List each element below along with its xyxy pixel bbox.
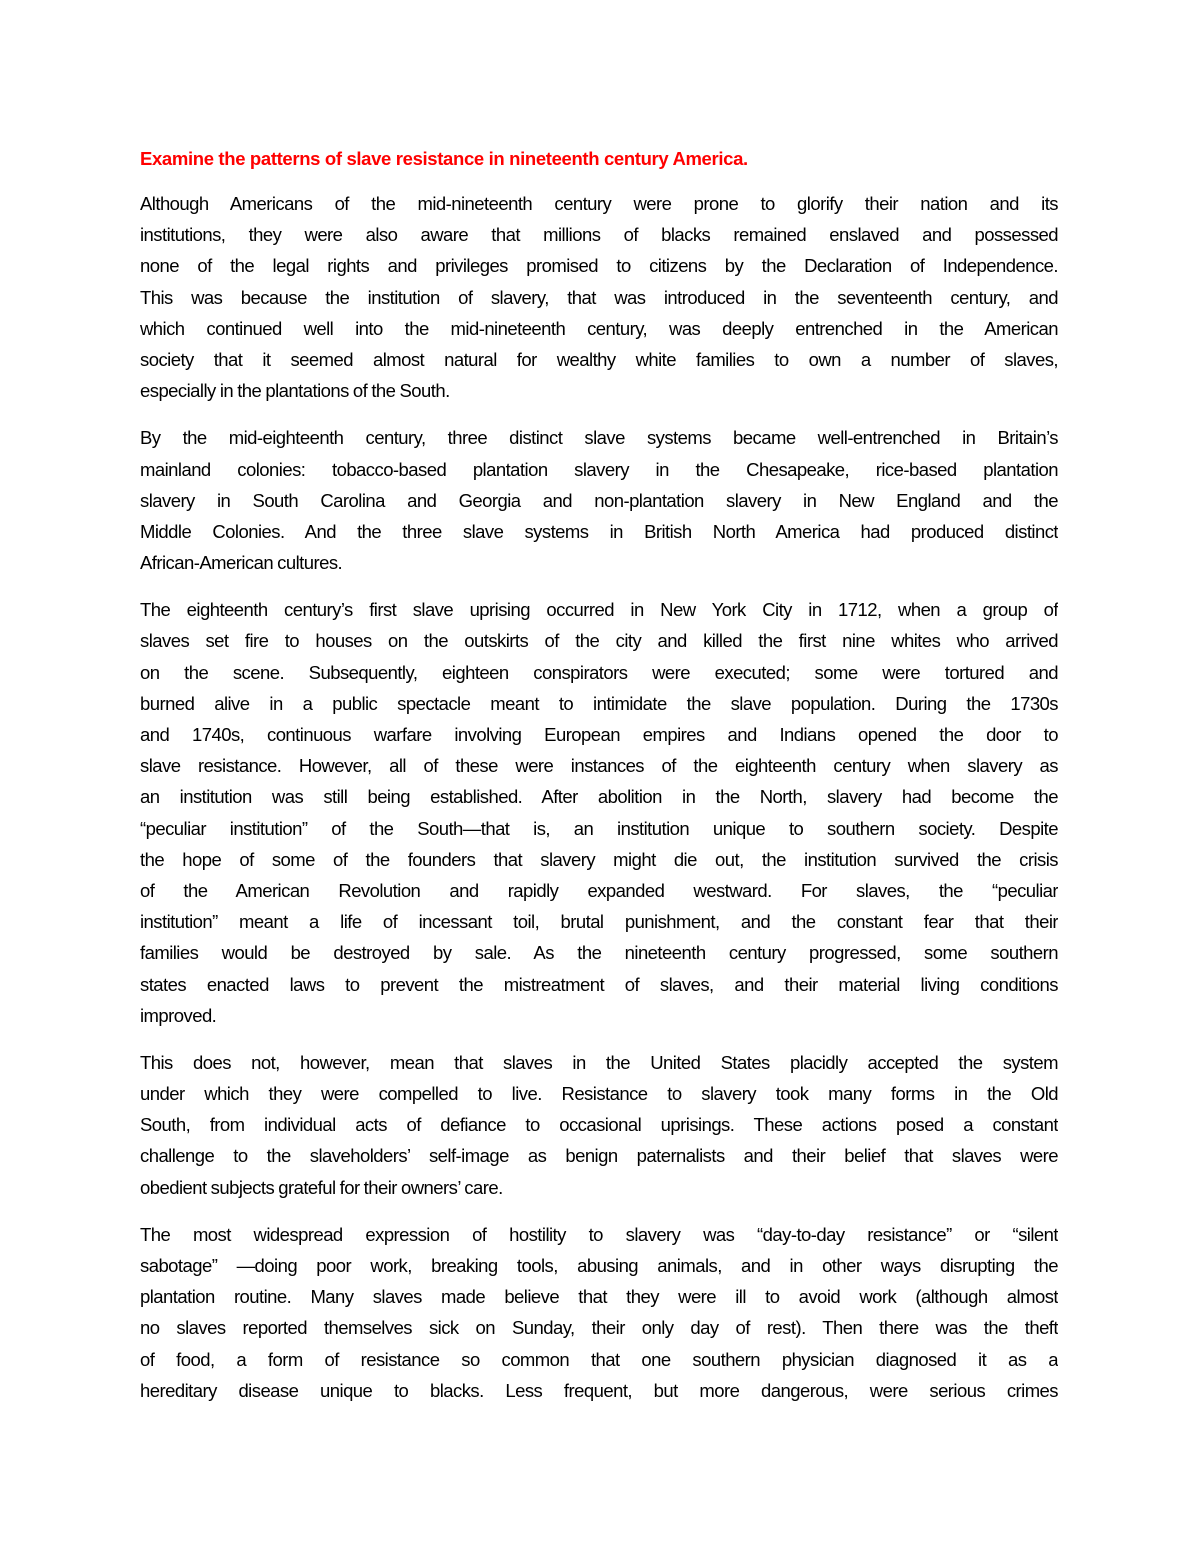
text-line: society that it seemed almost natural for wealthy white families to own a number of slaves, — [140, 348, 1058, 370]
text-line: institution” meant a life of incessant toil, brutal punishment, and the constant fear that their — [140, 911, 1058, 933]
text-line: sabotage” —doing poor work, breaking tools, abusing animals, and in other ways disrupting the — [140, 1255, 1058, 1276]
text-line: challenge to the slaveholders’ self-image as benign paternalists and their belief that slaves were — [140, 1145, 1058, 1167]
paragraph-5 — [140, 1219, 1058, 1406]
text-line: The eighteenth century’s first slave uprising occurred in New York City in 1712, when a group of — [140, 599, 1058, 621]
text-line: states enacted laws to prevent the mistreatment of slaves, and their material living conditions — [140, 973, 1058, 995]
text-line: on the scene. Subsequently, eighteen conspirators were executed; some were tortured and — [140, 661, 1058, 683]
document-page — [140, 143, 1058, 1422]
paragraph-1 — [140, 188, 1058, 406]
text-line: especially in the plantations of the South. — [140, 380, 450, 402]
text-line: African-American cultures. — [140, 552, 343, 574]
text-line: of food, a form of resistance so common that one southern physician diagnosed it as a — [140, 1348, 1058, 1370]
text-line: “peculiar institution” of the South—that is, an institution unique to southern society. Despite — [140, 817, 1058, 839]
text-line: Although Americans of the mid-nineteenth century were prone to glorify their nation and its — [140, 193, 1058, 214]
paragraph-3 — [140, 594, 1058, 1031]
text-line: plantation routine. Many slaves made believe that they were ill to avoid work (although almost — [140, 1286, 1058, 1308]
text-line: and 1740s, continuous warfare involving European empires and Indians opened the door to — [140, 724, 1058, 745]
text-line: obedient subjects grateful for their owners’ care. — [140, 1176, 503, 1198]
text-line: hereditary disease unique to blacks. Less frequent, but more dangerous, were serious crimes — [140, 1379, 1058, 1401]
text-line: which continued well into the mid-nineteenth century, was deeply entrenched in the American — [140, 317, 1058, 339]
text-line: improved. — [140, 1004, 217, 1026]
text-line: the hope of some of the founders that slavery might die out, the institution survived the crisis — [140, 848, 1058, 870]
text-line: Middle Colonies. And the three slave systems in British North America had produced distinct — [140, 520, 1058, 542]
text-line: slaves set fire to houses on the outskirts of the city and killed the first nine whites who arrived — [140, 630, 1058, 652]
text-line: This does not, however, mean that slaves in the United States placidly accepted the system — [140, 1051, 1058, 1073]
text-line: under which they were compelled to live. Resistance to slavery took many forms in the Old — [140, 1083, 1058, 1105]
paragraph-2 — [140, 422, 1058, 578]
text-line: burned alive in a public spectacle meant to intimidate the slave population. During the 1730s — [140, 692, 1058, 714]
text-line: The most widespread expression of hostility to slavery was “day-to-day resistance” or “silent — [140, 1223, 1058, 1245]
text-line: South, from individual acts of defiance to occasional uprisings. These actions posed a constant — [140, 1114, 1058, 1136]
text-line: families would be destroyed by sale. As the nineteenth century progressed, some southern — [140, 942, 1058, 964]
essay-title: Examine the patterns of slave resistance in nineteenth century America. — [140, 148, 748, 169]
text-line: of the American Revolution and rapidly expanded westward. For slaves, the “peculiar — [140, 879, 1058, 901]
text-line: no slaves reported themselves sick on Sunday, their only day of rest). Then there was the theft — [140, 1317, 1058, 1339]
text-line: By the mid-eighteenth century, three distinct slave systems became well-entrenched in Britain’s — [140, 427, 1058, 449]
text-line: slave resistance. However, all of these were instances of the eighteenth century when slavery as — [140, 755, 1058, 777]
paragraph-4 — [140, 1047, 1058, 1203]
text-line: institutions, they were also aware that millions of blacks remained enslaved and possessed — [140, 224, 1058, 246]
text-line: This was because the institution of slavery, that was introduced in the seventeenth century, and — [140, 286, 1058, 308]
text-line: slavery in South Carolina and Georgia and non-plantation slavery in New England and the — [140, 489, 1058, 511]
text-line: an institution was still being established. After abolition in the North, slavery had become the — [140, 786, 1058, 808]
text-line: mainland colonies: tobacco-based plantation slavery in the Chesapeake, rice-based plantation — [140, 458, 1058, 480]
text-line: none of the legal rights and privileges promised to citizens by the Declaration of Independence. — [140, 255, 1058, 277]
